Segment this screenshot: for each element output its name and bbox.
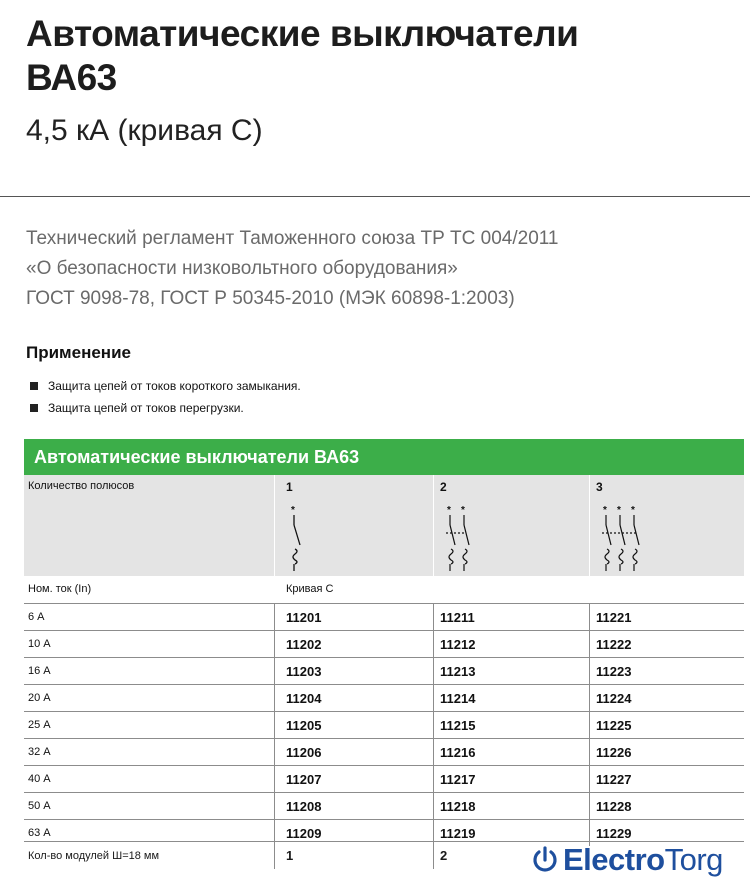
- modules-count: 1: [286, 848, 294, 863]
- rated-current: 50 А: [28, 800, 51, 812]
- svg-text:*: *: [603, 505, 607, 516]
- column-divider: [589, 475, 590, 576]
- article-code: 11203: [286, 664, 322, 679]
- rated-current: 25 А: [28, 719, 51, 731]
- article-code: 11216: [440, 745, 476, 760]
- rated-current: 32 А: [28, 746, 51, 758]
- poles-label: Количество полюсов: [28, 480, 135, 492]
- cell-divider: [433, 842, 434, 869]
- table-title: Автоматические выключатели ВА63: [24, 439, 744, 475]
- article-code: 11223: [596, 664, 632, 679]
- application-list: [30, 375, 301, 419]
- cell-divider: [274, 766, 275, 792]
- rated-current: 10 А: [28, 638, 51, 650]
- rated-current: 40 А: [28, 773, 51, 785]
- cell-divider: [274, 658, 275, 684]
- single-pole-breaker-icon: [278, 501, 318, 573]
- svg-text:*: *: [617, 505, 621, 516]
- electrotorg-watermark: [530, 840, 745, 880]
- curve-label: Кривая С: [286, 583, 334, 595]
- table-row: [24, 738, 744, 765]
- cell-divider: [589, 631, 590, 657]
- article-code: 11205: [286, 718, 322, 733]
- column-divider: [274, 475, 275, 576]
- cell-divider: [433, 739, 434, 765]
- cell-divider: [274, 739, 275, 765]
- article-code: 11222: [596, 637, 632, 652]
- cell-divider: [433, 712, 434, 738]
- article-code: 11204: [286, 691, 322, 706]
- cell-divider: [433, 658, 434, 684]
- title-line-2: ВА63: [26, 57, 117, 98]
- cell-divider: [274, 604, 275, 630]
- standard-line: Технический регламент Таможенного союза ТР ТС 004/2011: [26, 228, 559, 249]
- article-code: 11215: [440, 718, 476, 733]
- cell-divider: [433, 685, 434, 711]
- column-divider: [433, 475, 434, 576]
- page-title: [26, 12, 746, 100]
- table-row: [24, 792, 744, 819]
- rated-current: 6 А: [28, 611, 45, 623]
- two-pole-breaker-icon: [436, 501, 486, 573]
- list-item-text: Защита цепей от токов перегрузки.: [48, 401, 244, 415]
- cell-divider: [274, 685, 275, 711]
- article-code: 11219: [440, 826, 476, 841]
- standard-line: «О безопасности низковольтного оборудования»: [26, 258, 458, 279]
- svg-text:*: *: [631, 505, 635, 516]
- rated-current: 16 А: [28, 665, 51, 677]
- cell-divider: [589, 658, 590, 684]
- pole-count-2: 2: [440, 480, 447, 494]
- curve-row: [24, 578, 744, 601]
- article-code: 11227: [596, 772, 632, 787]
- brand-electro: Electro: [563, 842, 665, 877]
- svg-text:*: *: [447, 505, 451, 516]
- pole-count-3: 3: [596, 480, 603, 494]
- modules-label: Кол-во модулей Ш=18 мм: [28, 850, 160, 862]
- article-code: 11207: [286, 772, 322, 787]
- cell-divider: [274, 842, 275, 869]
- title-line-1: Автоматические выключатели: [26, 13, 579, 54]
- cell-divider: [274, 712, 275, 738]
- list-item: [30, 375, 301, 397]
- cell-divider: [433, 766, 434, 792]
- cell-divider: [433, 604, 434, 630]
- article-code: 11228: [596, 799, 632, 814]
- standard-line: ГОСТ 9098-78, ГОСТ Р 50345-2010 (МЭК 60898-1:2003): [26, 288, 515, 309]
- article-code: 11226: [596, 745, 632, 760]
- cell-divider: [433, 631, 434, 657]
- svg-text:*: *: [291, 505, 295, 516]
- table-row: [24, 603, 744, 630]
- article-code: 11212: [440, 637, 476, 652]
- list-item: [30, 397, 301, 419]
- table-row: [24, 711, 744, 738]
- cell-divider: [589, 712, 590, 738]
- cell-divider: [433, 793, 434, 819]
- article-code: 11225: [596, 718, 632, 733]
- pole-count-1: 1: [286, 480, 293, 494]
- application-heading: Применение: [26, 343, 131, 362]
- article-code: 11211: [440, 610, 475, 625]
- rated-current-label: Ном. ток (In): [28, 583, 92, 595]
- article-code: 11209: [286, 826, 322, 841]
- rated-current: 63 А: [28, 827, 51, 839]
- article-code: 11218: [440, 799, 476, 814]
- article-code: 11202: [286, 637, 322, 652]
- bullet-square-icon: [30, 404, 38, 412]
- cell-divider: [589, 604, 590, 630]
- rated-current: 20 А: [28, 692, 51, 704]
- article-code: 11201: [286, 610, 322, 625]
- article-code: 11208: [286, 799, 322, 814]
- list-item-text: Защита цепей от токов короткого замыкания.: [48, 379, 301, 393]
- article-code: 11217: [440, 772, 476, 787]
- modules-count: 2: [440, 848, 448, 863]
- article-code: 11213: [440, 664, 476, 679]
- divider: [0, 196, 750, 197]
- table-header-row: [24, 475, 744, 576]
- article-code: 11214: [440, 691, 476, 706]
- standards-block: [26, 224, 746, 314]
- article-code: 11224: [596, 691, 632, 706]
- article-code: 11229: [596, 826, 632, 841]
- cell-divider: [589, 793, 590, 819]
- cell-divider: [589, 766, 590, 792]
- cell-divider: [274, 793, 275, 819]
- table-row: [24, 684, 744, 711]
- table-row: [24, 657, 744, 684]
- power-icon: [530, 845, 560, 875]
- page-subtitle: 4,5 кА (кривая С): [26, 114, 263, 147]
- article-code: 11221: [596, 610, 632, 625]
- table-row: [24, 630, 744, 657]
- cell-divider: [589, 739, 590, 765]
- bullet-square-icon: [30, 382, 38, 390]
- svg-text:*: *: [461, 505, 465, 516]
- table-row: [24, 765, 744, 792]
- three-pole-breaker-icon: [594, 501, 654, 573]
- article-code: 11206: [286, 745, 322, 760]
- brand-torg: Torg: [664, 842, 723, 877]
- cell-divider: [589, 685, 590, 711]
- cell-divider: [274, 631, 275, 657]
